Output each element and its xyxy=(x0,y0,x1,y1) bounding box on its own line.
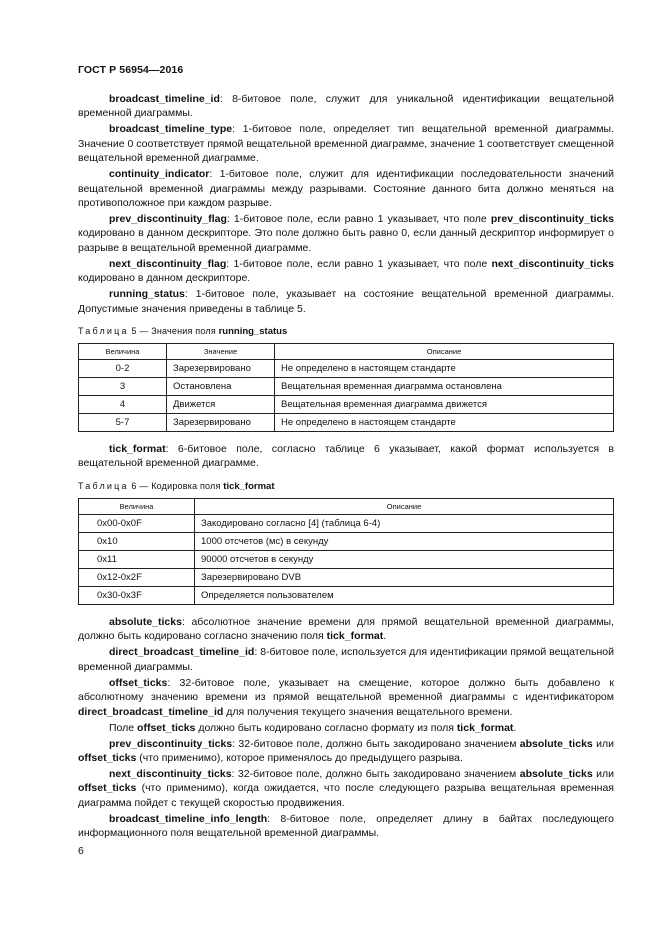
column-header: Описание xyxy=(275,344,614,360)
page-number: 6 xyxy=(78,845,84,857)
paragraph-continuity-indicator: continuity_indicator: 1-битовое поле, служит для идентификации последовательности значений вещательной временной диаграммы между разрывами. Состояние данного бита должно меняться на противоположное при каждом разрыве. xyxy=(78,168,614,210)
table5-caption: Таблица 5 — Значения поля running_status xyxy=(78,326,288,338)
table-row: 0x30-0x3F Определяется пользователем xyxy=(79,586,614,604)
paragraph-prev-discontinuity-ticks: prev_discontinuity_ticks: 32-битовое поле, должно быть закодировано значением absolute_ticks или offset_ticks (что применимо), которое применялось до предыдущего разрыва. xyxy=(78,737,614,764)
paragraph-prev-discontinuity-flag: prev_discontinuity_flag: 1-битовое поле, если равно 1 указывает, что поле prev_discontinuity_ticks кодировано в данном дескрипторе. Это поле должно быть равно 0, если данный дескриптор информирует о разрыве в вещательной временной диаграмме. xyxy=(78,213,614,254)
paragraph-offset-ticks-note: Поле offset_ticks должно быть кодировано согласно формату из поля tick_format. xyxy=(109,721,517,734)
table6-caption: Таблица 6 — Кодировка поля tick_format xyxy=(78,480,275,492)
paragraph-broadcast-timeline-info-length: broadcast_timeline_info_length: 8-битовое поле, определяет длину в байтах последующего информационного поля вещательной временной диаграммы. xyxy=(78,812,614,840)
table-header-row xyxy=(79,344,614,360)
table-tick-format xyxy=(78,498,614,605)
table-row: 5-7 Зарезервировано Не определено в настоящем стандарте xyxy=(79,414,614,432)
column-header: Описание xyxy=(195,498,614,514)
table-running-status xyxy=(78,343,614,432)
table-row: 0x00-0x0F Закодировано согласно [4] (таблица 6-4) xyxy=(79,514,614,532)
column-header: Величина xyxy=(79,344,167,360)
paragraph-running-status: running_status: 1-битовое поле, указывает на состояние вещательной временной диаграммы. Допустимые значения приведены в таблице 5. xyxy=(78,288,614,315)
paragraph-offset-ticks: offset_ticks: 32-битовое поле, указывает на смещение, которое должно быть добавлено к абсолютному значению времени из прямой вещательной временной диаграммы с идентификатором direct_broadcast_timeline_id для получения текущего значения вещательного времени. xyxy=(78,676,614,718)
table-row: 0x12-0x2F Зарезервировано DVB xyxy=(79,568,614,586)
table-row: 0x10 1000 отсчетов (мс) в секунду xyxy=(79,532,614,550)
table-row: 4 Движется Вещательная временная диаграмма движется xyxy=(79,396,614,414)
paragraph-broadcast-timeline-id: broadcast_timeline_id: 8-битовое поле, служит для уникальной идентификации вещательной временной диаграммы. xyxy=(78,93,614,120)
paragraph-direct-broadcast-timeline-id: direct_broadcast_timeline_id: 8-битовое поле, используется для идентификации прямой вещательной временной диаграммы. xyxy=(78,646,614,673)
table-row: 0-2 Зарезервировано Не определено в настоящем стандарте xyxy=(79,360,614,378)
table-row: 0x11 90000 отсчетов в секунду xyxy=(79,550,614,568)
paragraph-absolute-ticks: absolute_ticks: абсолютное значение времени для прямой вещательной временной диаграммы, должно быть кодировано согласно значению поля tick_format. xyxy=(78,615,614,643)
column-header: Величина xyxy=(79,498,195,514)
paragraph-broadcast-timeline-type: broadcast_timeline_type: 1-битовое поле, определяет тип вещательной временной диаграммы. Значение 0 соответствует прямой вещательной временной диаграмме, значение 1 соответствует смещенной вещательной временной диаграмме. xyxy=(78,123,614,165)
paragraph-tick-format: tick_format: 6-битовое поле, согласно таблице 6 указывает, какой формат используется в вещательной временной диаграмме. xyxy=(78,443,614,470)
page-body xyxy=(78,92,614,842)
table-header-row xyxy=(79,498,614,514)
document-header: ГОСТ Р 56954—2016 xyxy=(78,64,184,76)
paragraph-next-discontinuity-ticks: next_discontinuity_ticks: 32-битовое поле, должно быть закодировано значением absolute_ticks или offset_ticks (что применимо), когда ожидается, что после следующего разрыва вещательная временная диаграмма пойдет с текущей скоростью продвижения. xyxy=(78,767,614,809)
table-row: 3 Остановлена Вещательная временная диаграмма остановлена xyxy=(79,378,614,396)
column-header: Значение xyxy=(167,344,275,360)
paragraph-next-discontinuity-flag: next_discontinuity_flag: 1-битовое поле, если равно 1 указывает, что поле next_discontinuity_ticks кодировано в данном дескрипторе. xyxy=(78,257,614,285)
